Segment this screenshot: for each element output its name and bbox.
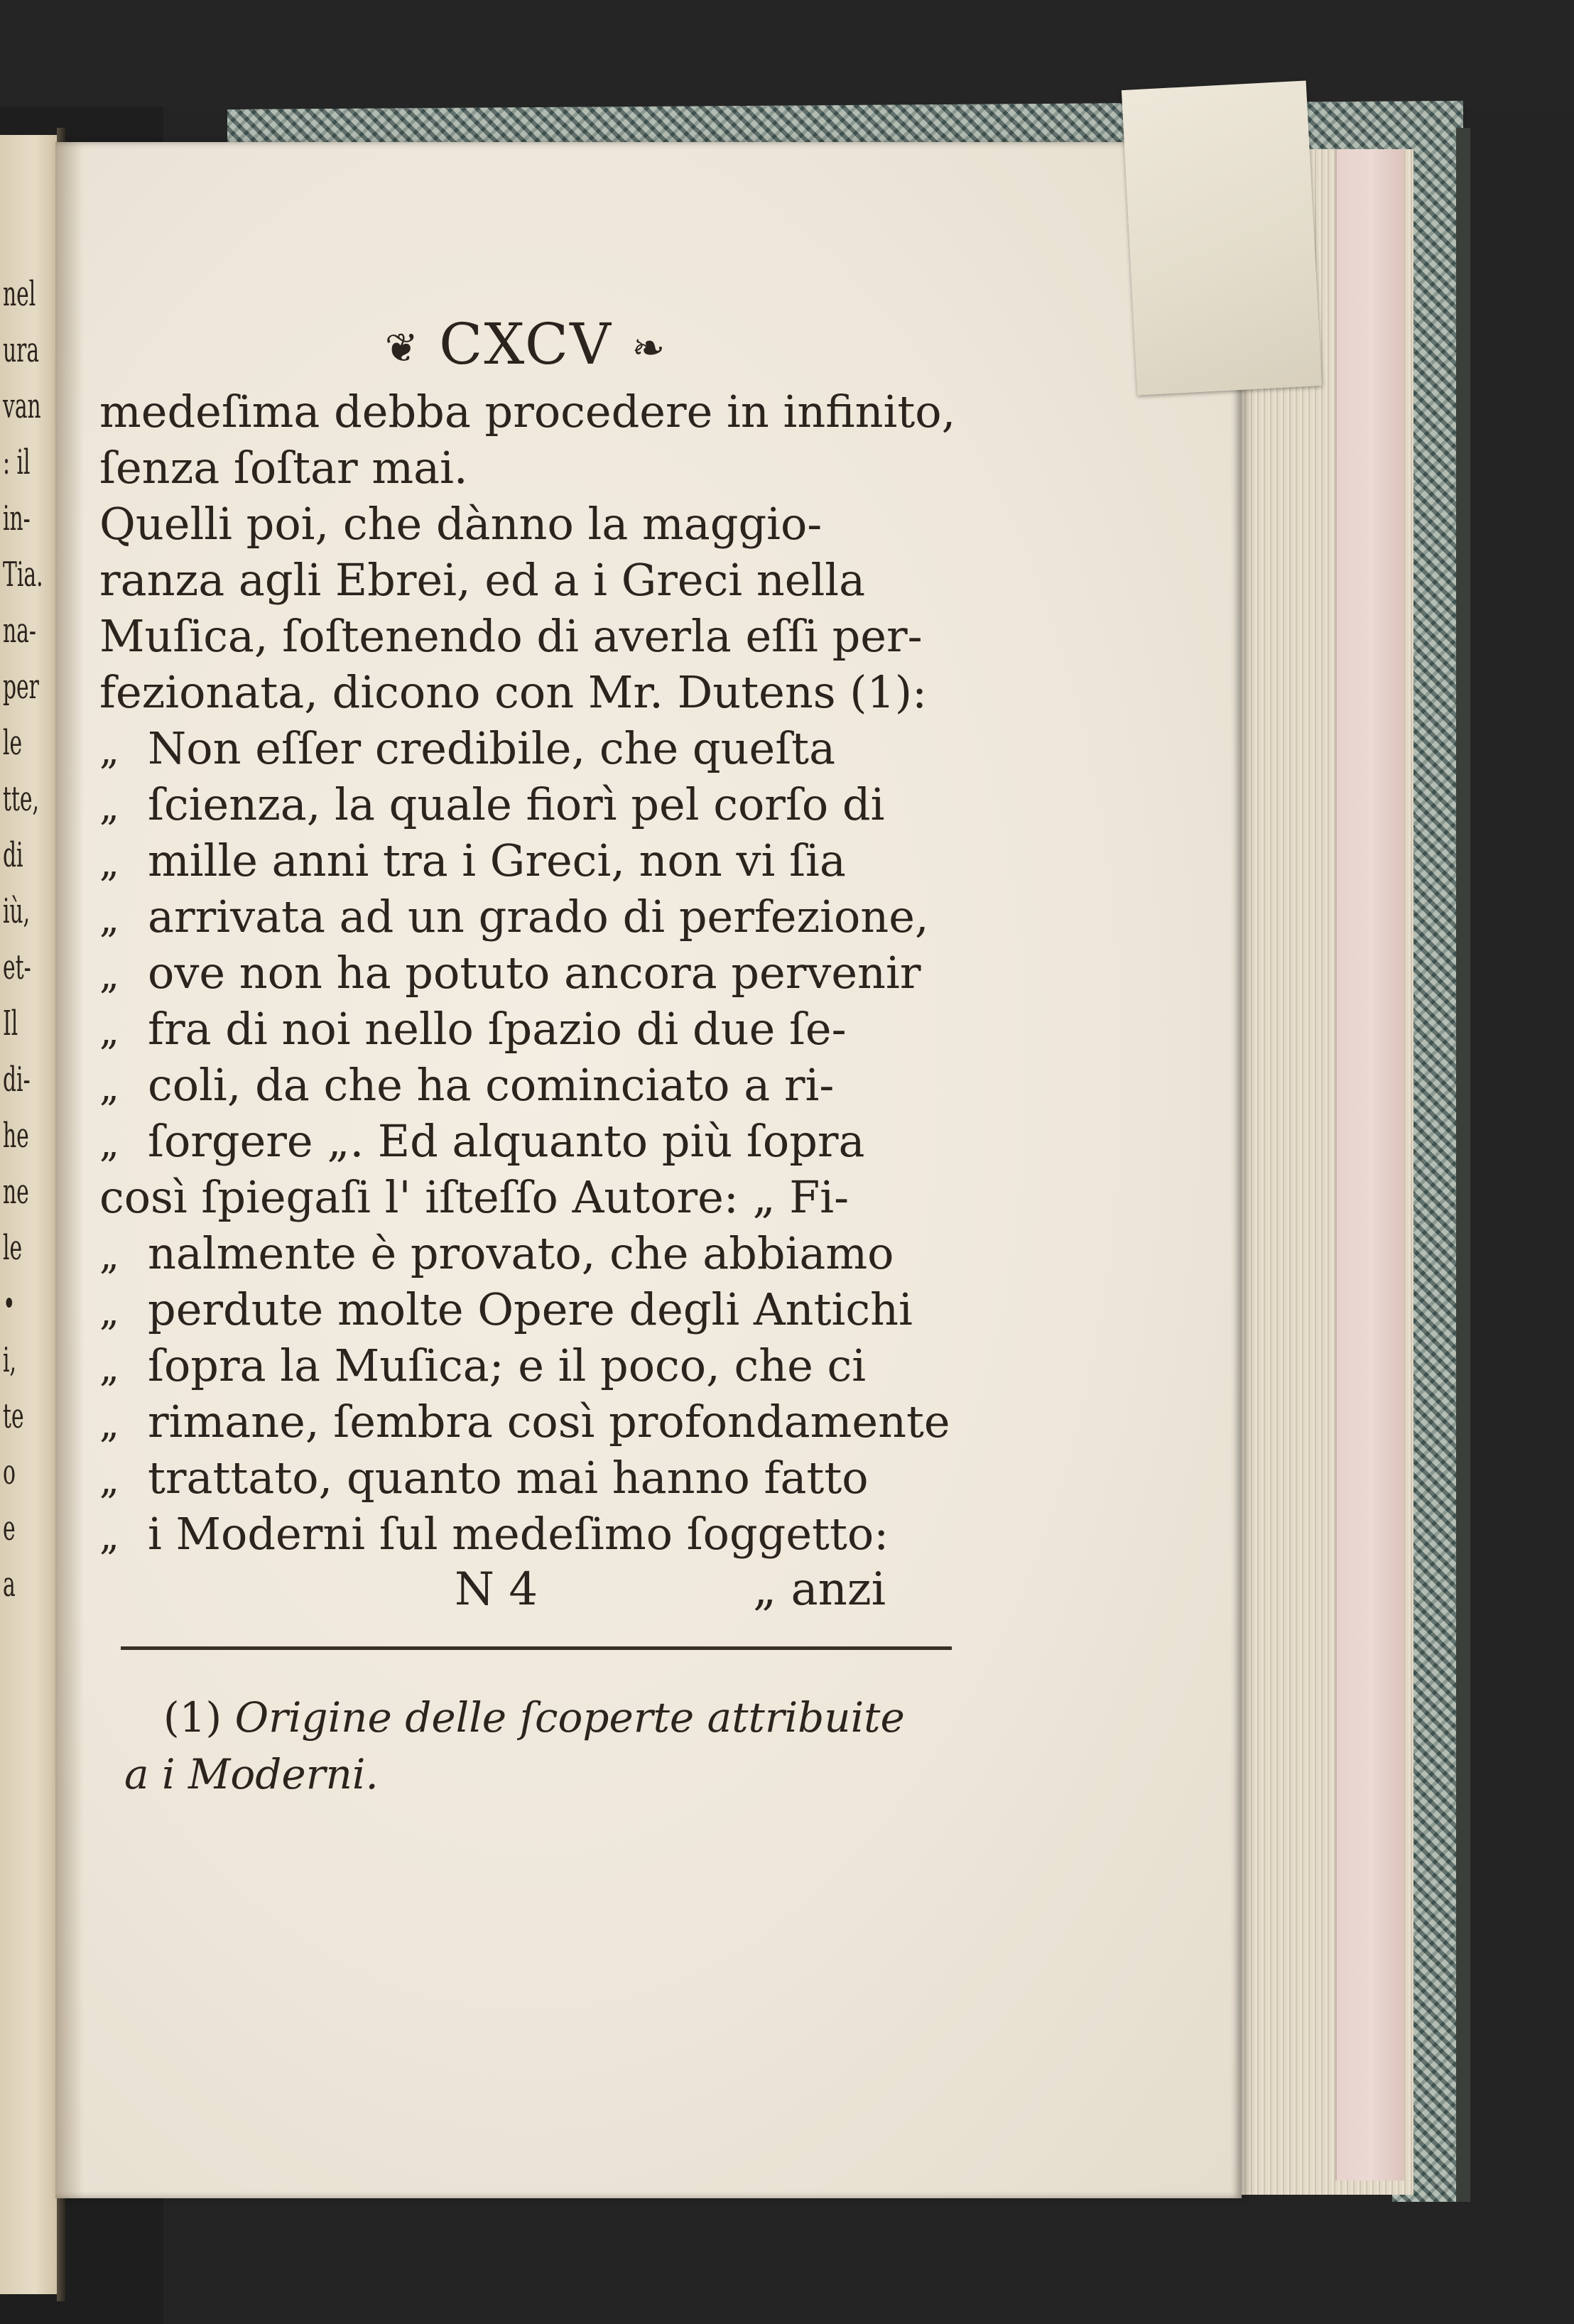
line-text: nalmente è provato, che abbiamo	[148, 1227, 894, 1279]
previous-page-fragment: nel	[3, 274, 36, 314]
previous-page-fragment: he	[3, 1116, 29, 1156]
text-line	[99, 552, 952, 609]
previous-page-fragment: te	[3, 1396, 24, 1436]
previous-page-fragment: : il	[3, 442, 31, 482]
line-text: fra di noi nello ſpazio di due ſe-	[148, 1003, 847, 1055]
line-text: ſopra la Muſica; e il poco, che ci	[148, 1340, 867, 1391]
pink-endleaf	[1335, 149, 1404, 2181]
quote-mark: „	[99, 1065, 119, 1109]
text-line	[99, 608, 952, 665]
previous-page-fragment: Tia.	[3, 555, 43, 594]
previous-page-fragment: a	[3, 1565, 16, 1604]
previous-page-fragment: di-	[3, 1060, 31, 1099]
text-line	[99, 1057, 952, 1116]
quote-mark: „	[99, 1009, 119, 1053]
quote-mark: „	[99, 1121, 119, 1166]
text-line	[99, 945, 952, 1004]
text-line	[99, 1281, 952, 1340]
previous-page-fragment: et-	[3, 947, 31, 987]
previous-page-fragment: per	[3, 667, 39, 707]
quote-mark: „	[99, 1289, 119, 1334]
previous-page-fragment: di	[3, 835, 23, 875]
line-text: arrivata ad un grado di perfezione,	[148, 891, 929, 943]
previous-page-fragment: ura	[3, 330, 40, 370]
background-top	[0, 0, 1574, 107]
previous-page	[0, 135, 57, 2294]
text-line	[99, 776, 952, 835]
quote-mark: „	[99, 840, 119, 885]
line-text: ſorgere „. Ed alquanto più ſopra	[148, 1115, 865, 1167]
catchword: „ anzi	[753, 1563, 886, 1616]
line-text: rimane, ſembra così profondamente	[148, 1396, 950, 1448]
previous-page-fragment: •	[3, 1284, 16, 1324]
quote-mark: „	[99, 1514, 119, 1558]
previous-page-fragment: van	[3, 386, 41, 426]
footnote-line-2: a i Moderni.	[124, 1750, 379, 1798]
line-text: perdute molte Opere degli Antichi	[148, 1283, 913, 1335]
text-line	[99, 1450, 952, 1509]
footnote-line-1	[163, 1689, 905, 1746]
line-text: Non eſſer credibile, che queſta	[148, 722, 836, 774]
text-line	[99, 1001, 952, 1060]
quote-mark: „	[99, 1401, 119, 1446]
previous-page-fragment: tte,	[3, 779, 39, 819]
text-line	[99, 1337, 952, 1396]
signature-mark: N 4	[455, 1563, 538, 1616]
line-text: medeſima debba procedere in infinito,	[99, 386, 956, 438]
text-line	[99, 720, 952, 779]
line-text: trattato, quanto mai hanno fatto	[148, 1452, 869, 1504]
ornament-right-icon: ❧	[631, 325, 667, 371]
line-text: coli, da che ha cominciato a ri-	[148, 1059, 835, 1111]
text-line	[99, 1113, 952, 1172]
previous-page-fragment: in-	[3, 499, 31, 538]
previous-page-fragment: ne	[3, 1172, 29, 1212]
quote-mark: „	[99, 1345, 119, 1390]
line-text: fezionata, dicono con Mr. Dutens (1):	[99, 666, 928, 718]
text-line	[99, 496, 952, 553]
previous-page-fragment: na-	[3, 611, 36, 651]
text-line	[99, 889, 952, 947]
text-line	[99, 440, 952, 496]
previous-page-fragment: e	[3, 1509, 16, 1548]
page-header	[341, 313, 710, 376]
ornament-left-icon: ❦	[384, 325, 420, 371]
previous-page-fragment: le	[3, 1228, 23, 1268]
line-text: mille anni tra i Greci, non vi ſia	[148, 835, 846, 886]
quote-mark: „	[99, 728, 119, 773]
line-text: ſcienza, la quale fiorì pel corſo di	[148, 778, 885, 830]
line-text: Muſica, ſoſtenendo di averla eſſi per-	[99, 610, 923, 662]
line-text: così ſpiegaſi l' iſteſſo Autore: „ Fi-	[99, 1171, 850, 1223]
text-line	[99, 832, 952, 891]
footnote-rule	[121, 1646, 952, 1650]
text-line	[99, 664, 952, 721]
previous-page-fragment: iù,	[3, 891, 31, 931]
previous-page-fragment: i,	[3, 1340, 16, 1380]
quote-mark: „	[99, 952, 119, 997]
quote-mark: „	[99, 1457, 119, 1502]
line-text: ſenza ſoſtar mai.	[99, 442, 468, 494]
line-text: Quelli poi, che dànno la maggio-	[99, 498, 823, 550]
text-line	[99, 384, 956, 440]
footnote-text-1: Origine delle ſcoperte attribuite	[234, 1693, 905, 1742]
line-text: ove non ha potuto ancora pervenir	[148, 947, 921, 999]
quote-mark: „	[99, 784, 119, 829]
page-number: CXCV	[439, 311, 612, 377]
line-text: i Moderni ſul medeſimo ſoggetto:	[148, 1508, 889, 1560]
line-text: ranza agli Ebrei, ed a i Greci nella	[99, 554, 866, 606]
text-line	[99, 1169, 952, 1226]
previous-page-fragment: Il	[3, 1004, 18, 1043]
text-line	[99, 1225, 952, 1284]
previous-page-fragment: o	[3, 1452, 16, 1492]
footnote-number: (1)	[163, 1693, 222, 1742]
quote-mark: „	[99, 896, 119, 941]
torn-paper-label	[1122, 80, 1322, 395]
previous-page-fragment: le	[3, 723, 23, 763]
text-line	[99, 1394, 952, 1452]
cover-edge	[1456, 128, 1470, 2202]
gutter-shadow	[55, 142, 84, 2198]
quote-mark: „	[99, 1233, 119, 1278]
text-line	[99, 1506, 952, 1565]
